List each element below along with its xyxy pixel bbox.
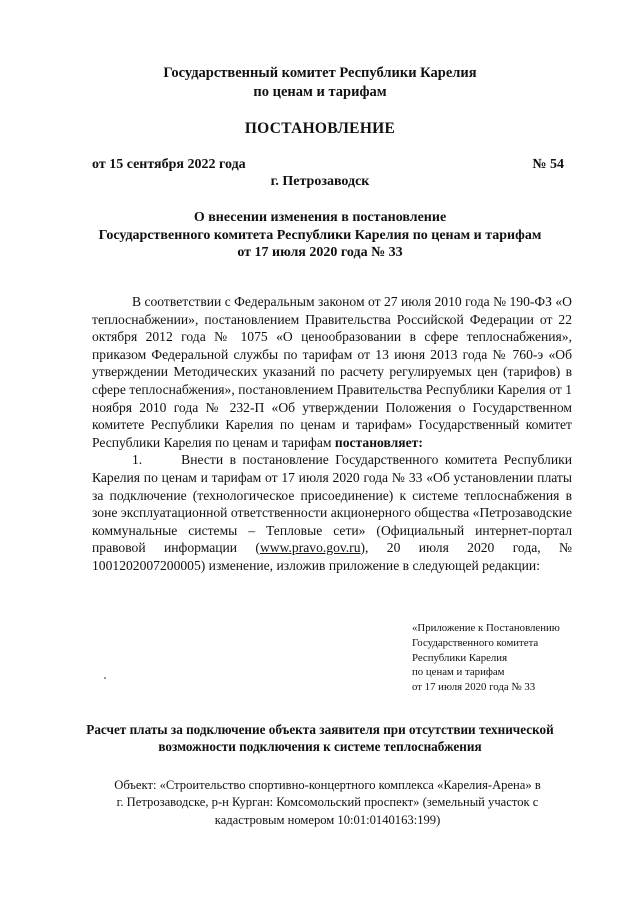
document-subject: [0, 209, 640, 262]
scan-speck: [104, 677, 106, 679]
document-body: [92, 293, 572, 575]
appendix-line-1: «Приложение к Постановлению: [412, 622, 560, 634]
resolves-word: постановляет:: [334, 434, 423, 450]
authority-line-2: по ценам и тарифам: [253, 84, 387, 100]
issuing-authority: [0, 64, 640, 102]
item-1-paragraph: [92, 451, 572, 574]
document-date: от 15 сентября 2022 года: [92, 157, 246, 172]
calculation-title: [0, 721, 640, 755]
object-line-1: Объект: «Строительство спортивно-концертного комплекса «Карелия-Арена» в: [114, 778, 541, 792]
appendix-line-3: Республики Карелия: [412, 651, 508, 664]
calc-title-line-2: возможности подключения к системе теплоснабжения: [158, 739, 482, 754]
subject-line-3: от 17 июля 2020 года № 33: [237, 245, 403, 260]
authority-line-1: Государственный комитет Республики Карелия: [163, 65, 477, 81]
document-number: № 54: [532, 157, 564, 172]
document-city: г. Петрозаводск: [270, 174, 370, 189]
appendix-line-4: по ценам и тарифам: [412, 666, 505, 679]
appendix-reference: [412, 621, 612, 695]
item-1-number: 1.: [132, 452, 143, 468]
subject-line-2: Государственного комитета Республики Карелия по ценам и тарифам: [98, 227, 542, 243]
item-1-text-end: ), 20 июля 2020 года, № 1001202007200005) изменение, изложив приложение в следующей редакции:: [92, 540, 572, 573]
pravo-link[interactable]: www.pravo.gov.ru: [259, 540, 361, 556]
object-line-2: г. Петрозаводске, р-н Курган: Комсомольский проспект» (земельный участок с: [116, 795, 539, 810]
appendix-line-5: от 17 июля 2020 года № 33: [412, 681, 536, 694]
preamble-text: В соответствии с Федеральным законом от 27 июля 2010 года № 190-ФЗ «О теплоснабжении», постановлением Правительства Российской Федерации от 22 октября 2012 года № 1075 «О ценообразовании в сфере теплоснабжения», приказом Федеральной службы по тарифам от 13 июня 2013 года № 760-э «Об утверждении Методических указаний по расчету регулируемых цен (тарифов) в сфере теплоснабжения», постановлением Правительства Республики Карелия от 1 ноября 2010 года № 232-П «Об утверждении Положения о Государственном комитете Республики Карелия по ценам и тарифам» Государственный комитет Республики Карелия по ценам и тарифам: [92, 294, 572, 450]
calc-title-line-1: Расчет платы за подключение объекта заявителя при отсутствии технической: [86, 722, 554, 737]
document-type: ПОСТАНОВЛЕНИЕ: [244, 120, 396, 137]
item-1-text-start: Внести в постановление Государственного комитета Республики Карелия по ценам и тарифам от 17 июля 2020 года № 33 «Об установлении платы за подключение (технологическое присоединение) к системе теплоснабжения в зоне эксплуатационной ответственности акционерного общества «Петрозаводские коммунальные системы – Тепловые сети» (Официальный интернет-портал правовой информации (: [92, 452, 572, 556]
preamble-paragraph: [92, 293, 572, 451]
appendix-line-2: Государственного комитета: [412, 636, 539, 649]
object-line-3: кадастровым номером 10:01:0140163:199): [214, 812, 441, 827]
date-number-row: [92, 157, 564, 173]
object-description: [100, 777, 555, 829]
subject-line-1: О внесении изменения в постановление: [193, 210, 447, 225]
